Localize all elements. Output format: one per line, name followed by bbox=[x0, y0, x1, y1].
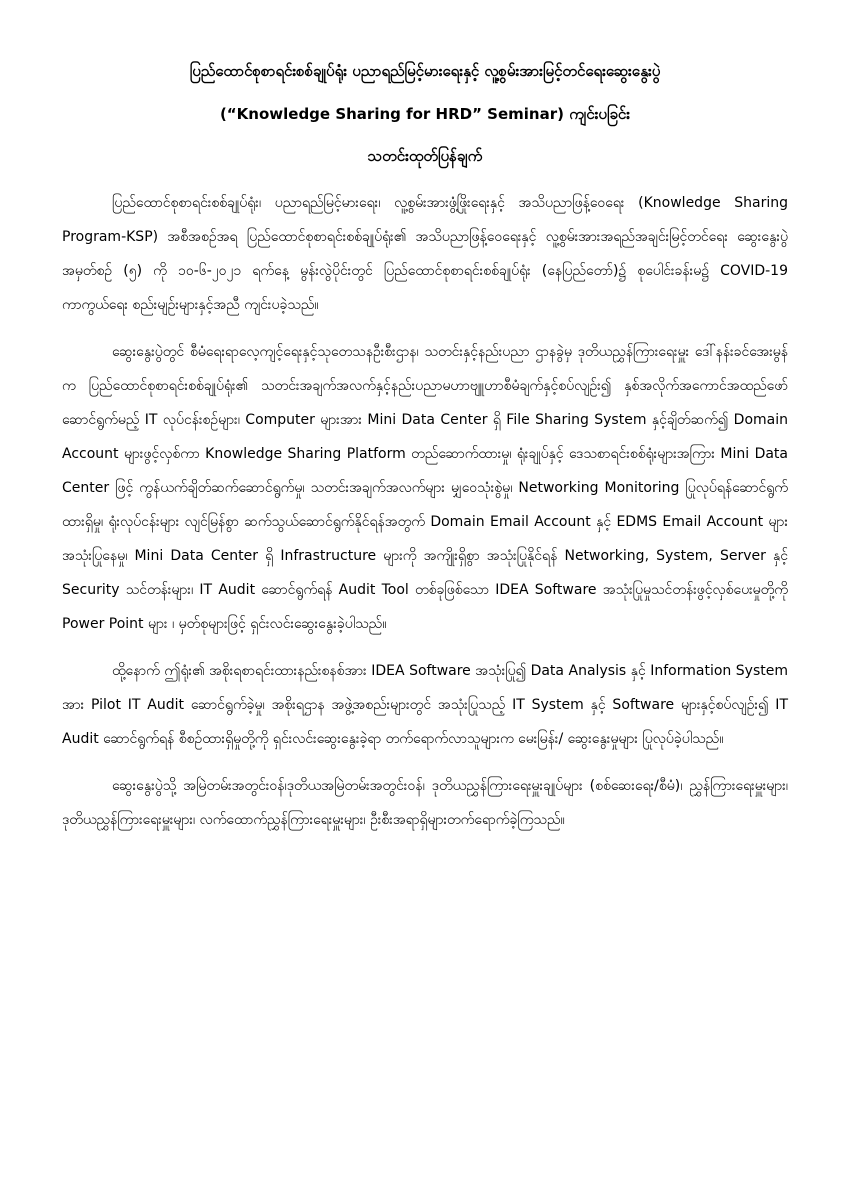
press-release-heading: သတင်းထုတ်ပြန်ချက် bbox=[367, 147, 483, 165]
paragraph-1: ပြည်ထောင်စုစာရင်းစစ်ချုပ်ရုံး၊ ပညာရည်မြင့်မားရေး၊ လူ့စွမ်းအားဖွံ့ဖြိုးရေးနှင့် အသိပညာဖြန့်ဝေရေး (Knowledge Sharing Program-KSP) အစီအစဉ်အရ ပြည်ထောင်စုစာရင်းစစ်ချုပ်ရုံး၏ အသိပညာဖြန့်ဝေရေးနှင့် လူ့စွမ်းအားအရည်အချင်းမြင့်တင်ရေး ဆွေးနွေးပွဲအမှတ်စဉ် (၅) ကို ၁၀-၆-၂၀၂၁ ရက်နေ့ မွန်းလွဲပိုင်းတွင် ပြည်ထောင်စုစာရင်းစစ်ချုပ်ရုံး (နေပြည်တော်)၌ စုပေါင်းခန်းမ၌ COVID-19 ကာကွယ်ရေး စည်းမျဉ်းများနှင့်အညီ ကျင်းပခဲ့သည်။ bbox=[62, 195, 788, 313]
paragraph-2: ဆွေးနွေးပွဲတွင် စီမံရေးရာလေ့ကျင့်ရေးနှင့်သုတေသနဦးစီးဌာန၊ သတင်းနှင့်နည်းပညာ ဌာနခွဲမှ ဒုတိယညွှန်ကြားရေးမှူး ဒေါ်နန်းခင်အေးမွန်က ပြည်ထောင်စုစာရင်းစစ်ချုပ်ရုံး၏ သတင်းအချက်အလက်နှင့်နည်းပညာမဟာဗျူဟာစီမံချက်နှင့်စပ်လျဉ်း၍ နှစ်အလိုက်အကောင်အထည်ဖော်ဆောင်ရွက်မည့် IT လုပ်ငန်းစဉ်များ၊ Computer များအား Mini Data Center ရှိ File Sharing System နှင့်ချိတ်ဆက်၍ Domain Account များဖွင့်လှစ်ကာ Knowledge Sharing Platform တည်ဆောက်ထားမှု၊ ရုံးချုပ်နှင့် ဒေသစာရင်းစစ်ရုံးများအကြား Mini Data Center ဖြင့် ကွန်ယက်ချိတ်ဆက်ဆောင်ရွက်မှု၊ သတင်းအချက်အလက်များ မျှဝေသုံးစွဲမှု၊ Networking Monitoring ပြုလုပ်ရန်ဆောင်ရွက်ထားရှိမှု၊ ရုံးလုပ်ငန်းများ လျင်မြန်စွာ ဆက်သွယ်ဆောင်ရွက်နိုင်ရန်အတွက် Domain Email Account နှင့် EDMS Email Account များ အသုံးပြုနေမှု၊ Mini Data Center ရှိ Infrastructure များကို အကျိုးရှိစွာ အသုံးပြုနိုင်ရန် Networking, System, Server နှင့် Security သင်တန်းများ၊ IT Audit ဆောင်ရွက်ရန် Audit Tool တစ်ခုဖြစ်သော IDEA Software အသုံးပြုမှုသင်တန်းဖွင့်လှစ်ပေးမှုတို့ကို Power Point များ ၊ မှတ်စုများဖြင့် ရှင်းလင်းဆွေးနွေးခဲ့ပါသည်။ bbox=[62, 344, 788, 632]
press-release-page bbox=[62, 60, 788, 850]
paragraph-3: ထို့နောက် ဤရုံး၏ အစိုးရစာရင်းထားနည်းစနစ်အား IDEA Software အသုံးပြု၍ Data Analysis နှင့် Information System အား Pilot IT Audit ဆောင်ရွက်ခဲ့မှု၊ အစိုးရဌာန အဖွဲ့အစည်းများတွင် အသုံးပြုသည့် IT System နှင့် Software များနှင့်စပ်လျဉ်း၍ IT Audit ဆောင်ရွက်ရန် စီစဉ်ထားရှိမှုတို့ကို ရှင်းလင်းဆွေးနွေးခဲ့ရာ တက်ရောက်လာသူများက မေးမြန်း/ ဆွေးနွေးမှုများ ပြုလုပ်ခဲ့ပါသည်။ bbox=[62, 663, 788, 747]
main-title: ပြည်ထောင်စုစာရင်းစစ်ချုပ်ရုံး ပညာရည်မြင့်မားရေးနှင့် လူ့စွမ်းအားမြင့်တင်ရေးဆွေးနွေးပွဲ bbox=[189, 62, 661, 80]
paragraph-4: ဆွေးနွေးပွဲသို့ အမြဲတမ်းအတွင်းဝန်၊ဒုတိယအမြဲတမ်းအတွင်းဝန်၊ ဒုတိယညွှန်ကြားရေးမှူးချုပ်များ (စစ်ဆေးရေး/စီမံ)၊ ညွှန်ကြားရေးမှူးများ၊ ဒုတိယညွှန်ကြားရေးမှူးများ၊ လက်ထောက်ညွှန်ကြားရေးမှူးများ၊ ဦးစီးအရာရှိများတက်ရောက်ခဲ့ကြသည်။ bbox=[62, 778, 788, 828]
seminar-title: (“Knowledge Sharing for HRD” Seminar) ကျင်းပခြင်း bbox=[219, 105, 631, 123]
document-body bbox=[62, 186, 788, 837]
